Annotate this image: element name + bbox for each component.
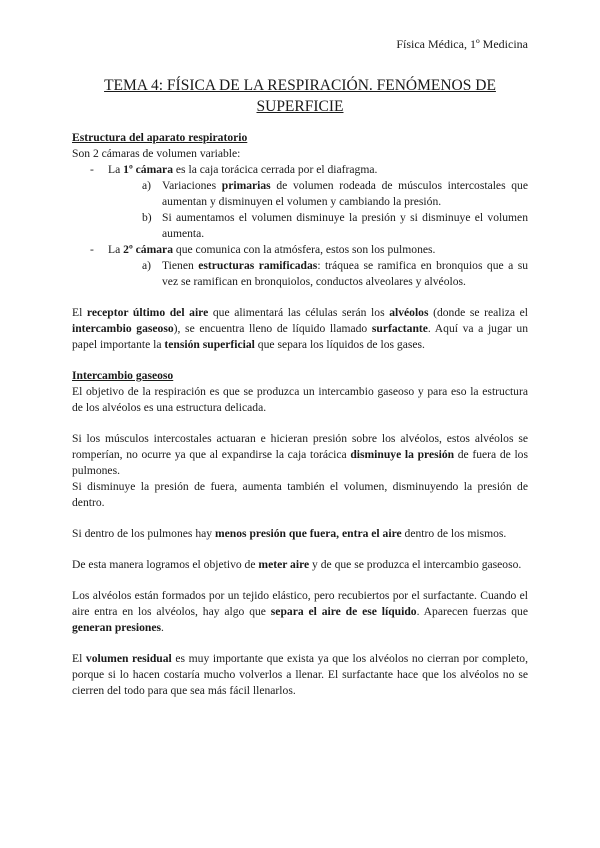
paragraph-objetivo: El objetivo de la respiración es que se produzca un intercambio gaseoso y para eso la estructura de los alvéolos es una estructura delicada. xyxy=(72,385,528,414)
page-header: Física Médica, 1º Medicina xyxy=(396,37,528,51)
list-item-camara-1: - La 1º cámara es la caja torácica cerrada por el diafragma. xyxy=(90,163,378,176)
page-title: TEMA 4: FÍSICA DE LA RESPIRACIÓN. FENÓMENOS DE SUPERFICIE xyxy=(104,77,496,115)
section-heading-intercambio: Intercambio gaseoso xyxy=(72,369,174,382)
paragraph-tejido-elastico: Los alvéolos están formados por un tejido elástico, pero recubiertos por el surfactante. Cuando el aire entra en los alvéolos, hay algo que separa el aire de ese líquido. Aparecen fuerzas que generan presiones. xyxy=(72,589,528,634)
sub-item-2a: a) Tienen estructuras ramificadas: tráquea se ramifica en bronquios que a su vez se ramifican en bronquiolos, conductos alveolares y alvéolos. xyxy=(142,259,528,288)
dash-bullet: - xyxy=(90,163,94,176)
paragraph-volumen-residual: El volumen residual es muy importante que exista ya que los alvéolos no cierran por completo, porque si lo hacen costaría mucho volverlos a llenar. El surfactante hace que los alvéolos no se cierren del todo para que sea más fácil llenarlos. xyxy=(72,652,528,697)
sub-item-1b: b) Si aumentamos el volumen disminuye la presión y si disminuye el volumen aumenta. xyxy=(142,211,528,240)
intro-text: Son 2 cámaras de volumen variable: xyxy=(72,147,241,160)
sub-item-1a: a) Variaciones primarias de volumen rodeada de músculos intercostales que aumentan y disminuyen el volumen y cambiando la presión. xyxy=(142,179,528,208)
paragraph-musculos: Si los músculos intercostales actuaran e hicieran presión sobre los alvéolos, estos alvéolos se romperían, no ocurre ya que al expandirse la caja torácica disminuye la presión de fuera de los pulmones. xyxy=(72,432,528,477)
bold-term: primarias xyxy=(221,179,271,192)
bold-term: estructuras ramificadas xyxy=(198,259,318,272)
document-body xyxy=(72,130,528,699)
list-item-camara-2: - La 2º cámara que comunica con la atmósfera, estos son los pulmones. xyxy=(90,243,436,256)
paragraph-meter-aire: De esta manera logramos el objetivo de meter aire y de que se produzca el intercambio gaseoso. xyxy=(72,558,522,571)
paragraph-receptor: El receptor último del aire que alimentará las células serán los alvéolos (donde se realiza el intercambio gaseoso), se encuentra lleno de líquido llamado surfactante. Aquí va a jugar un papel importante la tensión superficial que separa los líquidos de los gases. xyxy=(72,306,528,351)
paragraph-presion-fuera: Si disminuye la presión de fuera, aumenta también el volumen, disminuyendo la presión de dentro. xyxy=(72,480,528,509)
section-heading-estructura: Estructura del aparato respiratorio xyxy=(72,131,248,144)
bold-term: 1º cámara xyxy=(123,163,174,176)
dash-bullet: - xyxy=(90,243,94,256)
paragraph-entra-aire: Si dentro de los pulmones hay menos presión que fuera, entra el aire dentro de los mismos. xyxy=(72,527,507,540)
bold-term: 2º cámara xyxy=(123,243,174,256)
